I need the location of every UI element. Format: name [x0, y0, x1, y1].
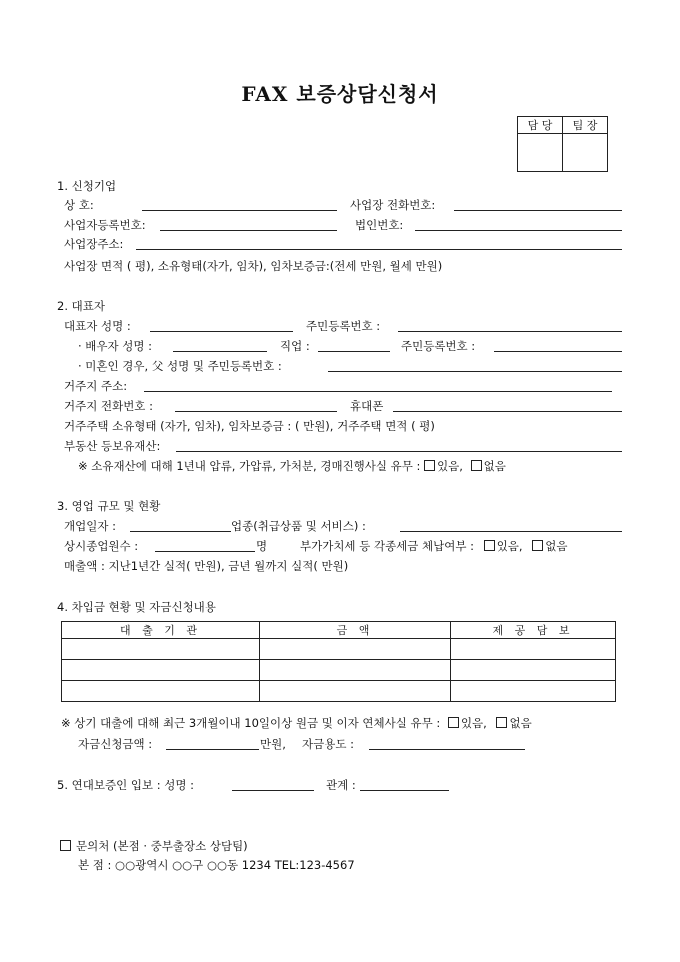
request-amount-label: 자금신청금액 :	[78, 737, 153, 751]
property-field[interactable]	[176, 451, 622, 452]
approval-sign-teamlead[interactable]	[563, 134, 608, 172]
loan-cell[interactable]	[451, 660, 616, 681]
spouse-rrn-label: 주민등록번호 :	[401, 339, 476, 353]
rep-name-field[interactable]	[150, 331, 293, 332]
seizure-no-checkbox[interactable]	[471, 460, 482, 471]
tax-yes-label: 있음,	[496, 539, 523, 553]
job-label: 직업 :	[280, 339, 310, 353]
loan-col-amount: 금 액	[260, 622, 451, 639]
delinquency-yes-checkbox[interactable]	[448, 717, 459, 728]
section1-heading: 1. 신청기업	[57, 179, 117, 193]
loan-col-collateral: 제 공 담 보	[451, 622, 616, 639]
tax-arrears-label: 부가가치세 등 각종세금 체납여부 :	[300, 539, 475, 553]
fund-purpose-label: 자금용도 :	[302, 737, 354, 751]
opening-date-field[interactable]	[130, 531, 231, 532]
biz-address-field[interactable]	[136, 249, 622, 250]
biz-reg-no-label: 사업자등록번호:	[64, 218, 146, 232]
request-amount-unit: 만원,	[260, 737, 286, 751]
home-address-label: 거주지 주소:	[64, 379, 128, 393]
loan-cell[interactable]	[451, 681, 616, 702]
loan-cell[interactable]	[62, 639, 260, 660]
rep-rrn-field[interactable]	[398, 331, 622, 332]
rep-rrn-label: 주민등록번호 :	[306, 319, 381, 333]
loan-cell[interactable]	[62, 660, 260, 681]
seizure-yes-checkbox[interactable]	[424, 460, 435, 471]
business-type-label: 업종(취급상품 및 서비스) :	[231, 519, 366, 533]
section2-heading: 2. 대표자	[57, 299, 105, 313]
tax-no-label: 없음	[545, 539, 568, 553]
loan-cell[interactable]	[260, 660, 451, 681]
contact-address: 본 점 : ○○광역시 ○○구 ○○동 1234 TEL:123-4567	[78, 858, 355, 872]
home-phone-label: 거주지 전화번호 :	[64, 399, 153, 413]
employees-unit: 명	[256, 539, 268, 553]
tax-no-checkbox[interactable]	[532, 540, 543, 551]
table-row	[62, 681, 616, 702]
biz-area-line: 사업장 면적 ( 평), 소유형태(자가, 임차), 임차보증금:(전세 만원, 월세 만원)	[64, 259, 443, 273]
biz-phone-field[interactable]	[454, 210, 622, 211]
biz-reg-no-field[interactable]	[160, 230, 337, 231]
employees-field[interactable]	[155, 551, 255, 552]
corp-no-label: 법인번호:	[355, 218, 404, 232]
seizure-yes-label: 있음,	[437, 459, 463, 473]
seizure-no-label: 없음	[483, 459, 506, 473]
seizure-note-text: ※ 소유재산에 대해 1년내 압류, 가압류, 가처분, 경매진행사실 유무 :	[78, 459, 421, 473]
contact-checkbox[interactable]	[60, 840, 71, 851]
employees-label: 상시종업원수 :	[64, 539, 139, 553]
rep-name-label: 대표자 성명 :	[64, 319, 131, 333]
loan-cell[interactable]	[260, 639, 451, 660]
mobile-field[interactable]	[393, 411, 622, 412]
page-title: FAX 보증상담신청서	[241, 82, 439, 106]
spouse-name-field[interactable]	[173, 351, 267, 352]
unmarried-label: · 미혼인 경우, 父 성명 및 주민등록번호 :	[78, 359, 282, 373]
loan-cell[interactable]	[62, 681, 260, 702]
section3-heading: 3. 영업 규모 및 현황	[57, 499, 161, 513]
home-phone-field[interactable]	[175, 411, 337, 412]
delinquency-no-checkbox[interactable]	[496, 717, 507, 728]
housing-line: 거주주택 소유형태 (자가, 임차), 임차보증금 : ( 만원), 거주주택 면적 ( 평)	[64, 419, 435, 433]
home-address-field[interactable]	[144, 391, 612, 392]
request-amount-field[interactable]	[166, 749, 259, 750]
approval-box	[517, 116, 608, 172]
delinquency-no-label: 없음	[509, 716, 532, 730]
loan-cell[interactable]	[260, 681, 451, 702]
sales-line: 매출액 : 지난1년간 실적( 만원), 금년 월까지 실적( 만원)	[64, 559, 349, 573]
biz-address-label: 사업장주소:	[64, 237, 124, 251]
guarantor-relation-field[interactable]	[360, 790, 449, 791]
contact-label: 문의처 (본점 · 중부출장소 상담팀)	[76, 839, 248, 853]
approval-label-teamlead: 팀 장	[563, 117, 608, 134]
contact-row	[60, 838, 248, 854]
approval-label-manager: 담 당	[518, 117, 563, 134]
company-name-label: 상 호:	[64, 198, 94, 212]
spouse-rrn-field[interactable]	[494, 351, 622, 352]
loan-table	[61, 621, 616, 702]
fund-purpose-field[interactable]	[369, 749, 525, 750]
section4-heading: 4. 차입금 현황 및 자금신청내용	[57, 600, 216, 614]
section5-heading: 5. 연대보증인 입보 : 성명 :	[57, 778, 194, 792]
tax-yes-checkbox[interactable]	[484, 540, 495, 551]
corp-no-field[interactable]	[415, 230, 622, 231]
opening-date-label: 개업일자 :	[64, 519, 116, 533]
unmarried-field[interactable]	[328, 371, 622, 372]
loan-col-institution: 대 출 기 관	[62, 622, 260, 639]
tax-arrears-row	[300, 538, 567, 554]
table-row	[62, 660, 616, 681]
guarantor-relation-label: 관계 :	[326, 778, 356, 792]
mobile-label: 휴대폰	[350, 399, 384, 413]
loan-cell[interactable]	[451, 639, 616, 660]
delinquency-note-text: ※ 상기 대출에 대해 최근 3개월이내 10일이상 원금 및 이자 연체사실 유무 :	[61, 716, 441, 730]
biz-phone-label: 사업장 전화번호:	[350, 198, 436, 212]
delinquency-yes-label: 있음,	[460, 716, 487, 730]
job-field[interactable]	[318, 351, 390, 352]
business-type-field[interactable]	[400, 531, 622, 532]
guarantor-name-field[interactable]	[232, 790, 314, 791]
company-name-field[interactable]	[142, 210, 337, 211]
seizure-note	[78, 458, 506, 474]
approval-sign-manager[interactable]	[518, 134, 563, 172]
delinquency-note	[61, 715, 532, 731]
spouse-name-label: · 배우자 성명 :	[78, 339, 153, 353]
table-row	[62, 639, 616, 660]
property-label: 부동산 등보유재산:	[64, 439, 161, 453]
